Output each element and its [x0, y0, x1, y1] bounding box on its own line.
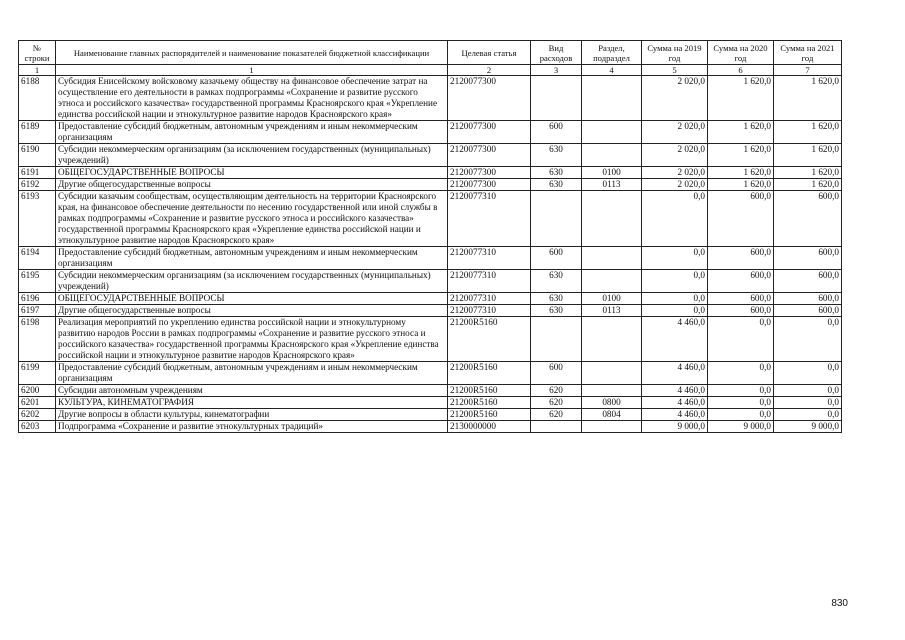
row-sum-2021: 1 620,0 — [774, 76, 842, 121]
row-kind: 630 — [531, 293, 582, 305]
row-sum-2021: 600,0 — [774, 305, 842, 317]
row-number: 6190 — [19, 144, 56, 167]
row-target: 21200R5160 — [448, 317, 531, 362]
row-name: Субсидии казачьим сообществам, осуществляющим деятельность на территории Красноярского края, на финансовое обеспечение деятельности по несению государственной или иной службы в рамках подпрограммы «Сохранение и развитие русского этноса и российского казачества» государственной программы Красноярского края «Укрепление единства российской нации и этнокультурное развитие народов Красноярского края» — [56, 191, 448, 247]
row-name: Субсидии автономным учреждениям — [56, 385, 448, 397]
header-index: 4 — [582, 65, 642, 76]
table-row — [19, 167, 842, 179]
header-sum-2021: Сумма на 2021 год — [774, 41, 842, 65]
row-kind — [531, 317, 582, 362]
row-sum-2019: 0,0 — [642, 247, 708, 270]
row-sum-2021: 0,0 — [774, 317, 842, 362]
row-target: 2120077300 — [448, 76, 531, 121]
row-sum-2020: 0,0 — [708, 362, 774, 385]
row-section — [582, 362, 642, 385]
row-number: 6188 — [19, 76, 56, 121]
table-row — [19, 247, 842, 270]
row-kind — [531, 421, 582, 433]
row-target: 2120077310 — [448, 293, 531, 305]
row-section — [582, 385, 642, 397]
row-sum-2021: 600,0 — [774, 293, 842, 305]
row-kind: 620 — [531, 409, 582, 421]
row-name: Реализация мероприятий по укреплению единства российской нации и этнокультурному развитию народов России в рамках подпрограммы «Сохранение и развитие русского этноса и российского казачества» государственной программы Красноярского края «Укрепление единства российской нации и этнокультурное развитие народов Красноярского края» — [56, 317, 448, 362]
row-number: 6191 — [19, 167, 56, 179]
row-target: 2130000000 — [448, 421, 531, 433]
header-target: Целевая статья — [448, 41, 531, 65]
table-row — [19, 144, 842, 167]
table-row — [19, 421, 842, 433]
row-sum-2020: 0,0 — [708, 317, 774, 362]
row-name: Субсидии некоммерческим организациям (за исключением государственных (муниципальных) учреждений) — [56, 270, 448, 293]
row-sum-2020: 600,0 — [708, 191, 774, 247]
row-number: 6197 — [19, 305, 56, 317]
row-kind: 630 — [531, 144, 582, 167]
row-sum-2020: 600,0 — [708, 247, 774, 270]
row-name: КУЛЬТУРА, КИНЕМАТОГРАФИЯ — [56, 397, 448, 409]
row-sum-2019: 4 460,0 — [642, 362, 708, 385]
row-sum-2019: 4 460,0 — [642, 317, 708, 362]
row-sum-2021: 0,0 — [774, 397, 842, 409]
row-target: 2120077310 — [448, 247, 531, 270]
header-index: 1 — [56, 65, 448, 76]
row-target: 2120077300 — [448, 144, 531, 167]
row-sum-2019: 0,0 — [642, 191, 708, 247]
row-name: Субсидия Енисейскому войсковому казачьему обществу на финансовое обеспечение затрат на осуществление его деятельности в рамках подпрограммы «Сохранение и развитие русского этноса и российского казачества» государственной программы Красноярского края «Укрепление единства российской нации и этнокультурное развитие народов Красноярского края» — [56, 76, 448, 121]
row-sum-2021: 600,0 — [774, 270, 842, 293]
header-row-no: № строки — [19, 41, 56, 65]
row-name: Субсидии некоммерческим организациям (за исключением государственных (муниципальных) учреждений) — [56, 144, 448, 167]
row-number: 6202 — [19, 409, 56, 421]
row-number: 6195 — [19, 270, 56, 293]
header-name: Наименование главных распорядителей и наименование показателей бюджетной классификации — [56, 41, 448, 65]
row-sum-2020: 0,0 — [708, 397, 774, 409]
header-index: 7 — [774, 65, 842, 76]
row-section: 0100 — [582, 167, 642, 179]
row-sum-2019: 4 460,0 — [642, 397, 708, 409]
row-name: ОБЩЕГОСУДАРСТВЕННЫЕ ВОПРОСЫ — [56, 293, 448, 305]
row-section — [582, 191, 642, 247]
row-section: 0113 — [582, 305, 642, 317]
header-section: Раздел, подраздел — [582, 41, 642, 65]
row-section — [582, 121, 642, 144]
budget-table — [18, 40, 842, 433]
row-number: 6200 — [19, 385, 56, 397]
row-sum-2020: 9 000,0 — [708, 421, 774, 433]
row-section: 0804 — [582, 409, 642, 421]
row-kind: 600 — [531, 121, 582, 144]
row-sum-2019: 2 020,0 — [642, 144, 708, 167]
row-number: 6193 — [19, 191, 56, 247]
row-kind: 630 — [531, 305, 582, 317]
row-name: Подпрограмма «Сохранение и развитие этнокультурных традиций» — [56, 421, 448, 433]
header-index: 5 — [642, 65, 708, 76]
row-sum-2019: 4 460,0 — [642, 409, 708, 421]
row-sum-2019: 0,0 — [642, 293, 708, 305]
row-sum-2020: 1 620,0 — [708, 179, 774, 191]
row-sum-2020: 1 620,0 — [708, 167, 774, 179]
row-name: ОБЩЕГОСУДАРСТВЕННЫЕ ВОПРОСЫ — [56, 167, 448, 179]
row-sum-2021: 1 620,0 — [774, 179, 842, 191]
row-sum-2021: 1 620,0 — [774, 121, 842, 144]
row-sum-2021: 600,0 — [774, 191, 842, 247]
row-number: 6199 — [19, 362, 56, 385]
row-target: 2120077300 — [448, 167, 531, 179]
row-target: 21200R5160 — [448, 385, 531, 397]
page-number: 830 — [831, 598, 848, 609]
row-sum-2021: 1 620,0 — [774, 167, 842, 179]
table-row — [19, 270, 842, 293]
row-kind: 630 — [531, 167, 582, 179]
row-section — [582, 270, 642, 293]
row-section: 0800 — [582, 397, 642, 409]
row-sum-2020: 1 620,0 — [708, 76, 774, 121]
table-row — [19, 362, 842, 385]
header-index: 1 — [19, 65, 56, 76]
row-number: 6201 — [19, 397, 56, 409]
row-target: 2120077310 — [448, 305, 531, 317]
row-name: Предоставление субсидий бюджетным, автономным учреждениям и иным некоммерческим организациям — [56, 247, 448, 270]
row-target: 2120077310 — [448, 270, 531, 293]
row-sum-2019: 0,0 — [642, 305, 708, 317]
row-target: 21200R5160 — [448, 409, 531, 421]
row-sum-2020: 600,0 — [708, 270, 774, 293]
table-row — [19, 305, 842, 317]
row-sum-2019: 2 020,0 — [642, 179, 708, 191]
row-section — [582, 317, 642, 362]
row-sum-2019: 4 460,0 — [642, 385, 708, 397]
table-row — [19, 76, 842, 121]
row-kind — [531, 76, 582, 121]
row-kind: 630 — [531, 270, 582, 293]
row-sum-2020: 1 620,0 — [708, 144, 774, 167]
row-name: Другие общегосударственные вопросы — [56, 179, 448, 191]
row-section — [582, 421, 642, 433]
row-target: 2120077300 — [448, 179, 531, 191]
header-index: 6 — [708, 65, 774, 76]
row-sum-2021: 0,0 — [774, 362, 842, 385]
table-row — [19, 397, 842, 409]
row-sum-2021: 0,0 — [774, 409, 842, 421]
table-row — [19, 409, 842, 421]
table-body — [19, 76, 842, 433]
table-row — [19, 121, 842, 144]
row-section — [582, 247, 642, 270]
row-sum-2021: 9 000,0 — [774, 421, 842, 433]
header-sum-2019: Сумма на 2019 год — [642, 41, 708, 65]
row-target: 21200R5160 — [448, 362, 531, 385]
row-sum-2020: 0,0 — [708, 409, 774, 421]
row-kind: 620 — [531, 397, 582, 409]
row-sum-2019: 0,0 — [642, 270, 708, 293]
row-number: 6196 — [19, 293, 56, 305]
row-kind: 600 — [531, 362, 582, 385]
header-sum-2020: Сумма на 2020 год — [708, 41, 774, 65]
row-sum-2019: 9 000,0 — [642, 421, 708, 433]
row-kind: 600 — [531, 247, 582, 270]
row-kind: 620 — [531, 385, 582, 397]
row-sum-2020: 1 620,0 — [708, 121, 774, 144]
row-number: 6194 — [19, 247, 56, 270]
row-number: 6192 — [19, 179, 56, 191]
header-kind: Вид расходов — [531, 41, 582, 65]
row-section: 0113 — [582, 179, 642, 191]
row-sum-2020: 600,0 — [708, 305, 774, 317]
row-sum-2021: 600,0 — [774, 247, 842, 270]
row-kind: 630 — [531, 179, 582, 191]
row-number: 6203 — [19, 421, 56, 433]
row-sum-2020: 0,0 — [708, 385, 774, 397]
table-row — [19, 385, 842, 397]
row-sum-2021: 0,0 — [774, 385, 842, 397]
row-number: 6198 — [19, 317, 56, 362]
row-name: Другие вопросы в области культуры, кинематографии — [56, 409, 448, 421]
row-sum-2019: 2 020,0 — [642, 76, 708, 121]
row-name: Предоставление субсидий бюджетным, автономным учреждениям и иным некоммерческим организациям — [56, 121, 448, 144]
row-kind — [531, 191, 582, 247]
row-section — [582, 144, 642, 167]
header-index: 3 — [531, 65, 582, 76]
row-sum-2019: 2 020,0 — [642, 167, 708, 179]
table-header — [19, 41, 842, 76]
header-index: 2 — [448, 65, 531, 76]
row-target: 2120077300 — [448, 121, 531, 144]
row-number: 6189 — [19, 121, 56, 144]
row-section: 0100 — [582, 293, 642, 305]
table-row — [19, 191, 842, 247]
row-target: 21200R5160 — [448, 397, 531, 409]
table-row — [19, 317, 842, 362]
row-target: 2120077310 — [448, 191, 531, 247]
table-row — [19, 179, 842, 191]
row-sum-2019: 2 020,0 — [642, 121, 708, 144]
row-sum-2020: 600,0 — [708, 293, 774, 305]
row-section — [582, 76, 642, 121]
row-sum-2021: 1 620,0 — [774, 144, 842, 167]
row-name: Другие общегосударственные вопросы — [56, 305, 448, 317]
table-row — [19, 293, 842, 305]
row-name: Предоставление субсидий бюджетным, автономным учреждениям и иным некоммерческим организациям — [56, 362, 448, 385]
